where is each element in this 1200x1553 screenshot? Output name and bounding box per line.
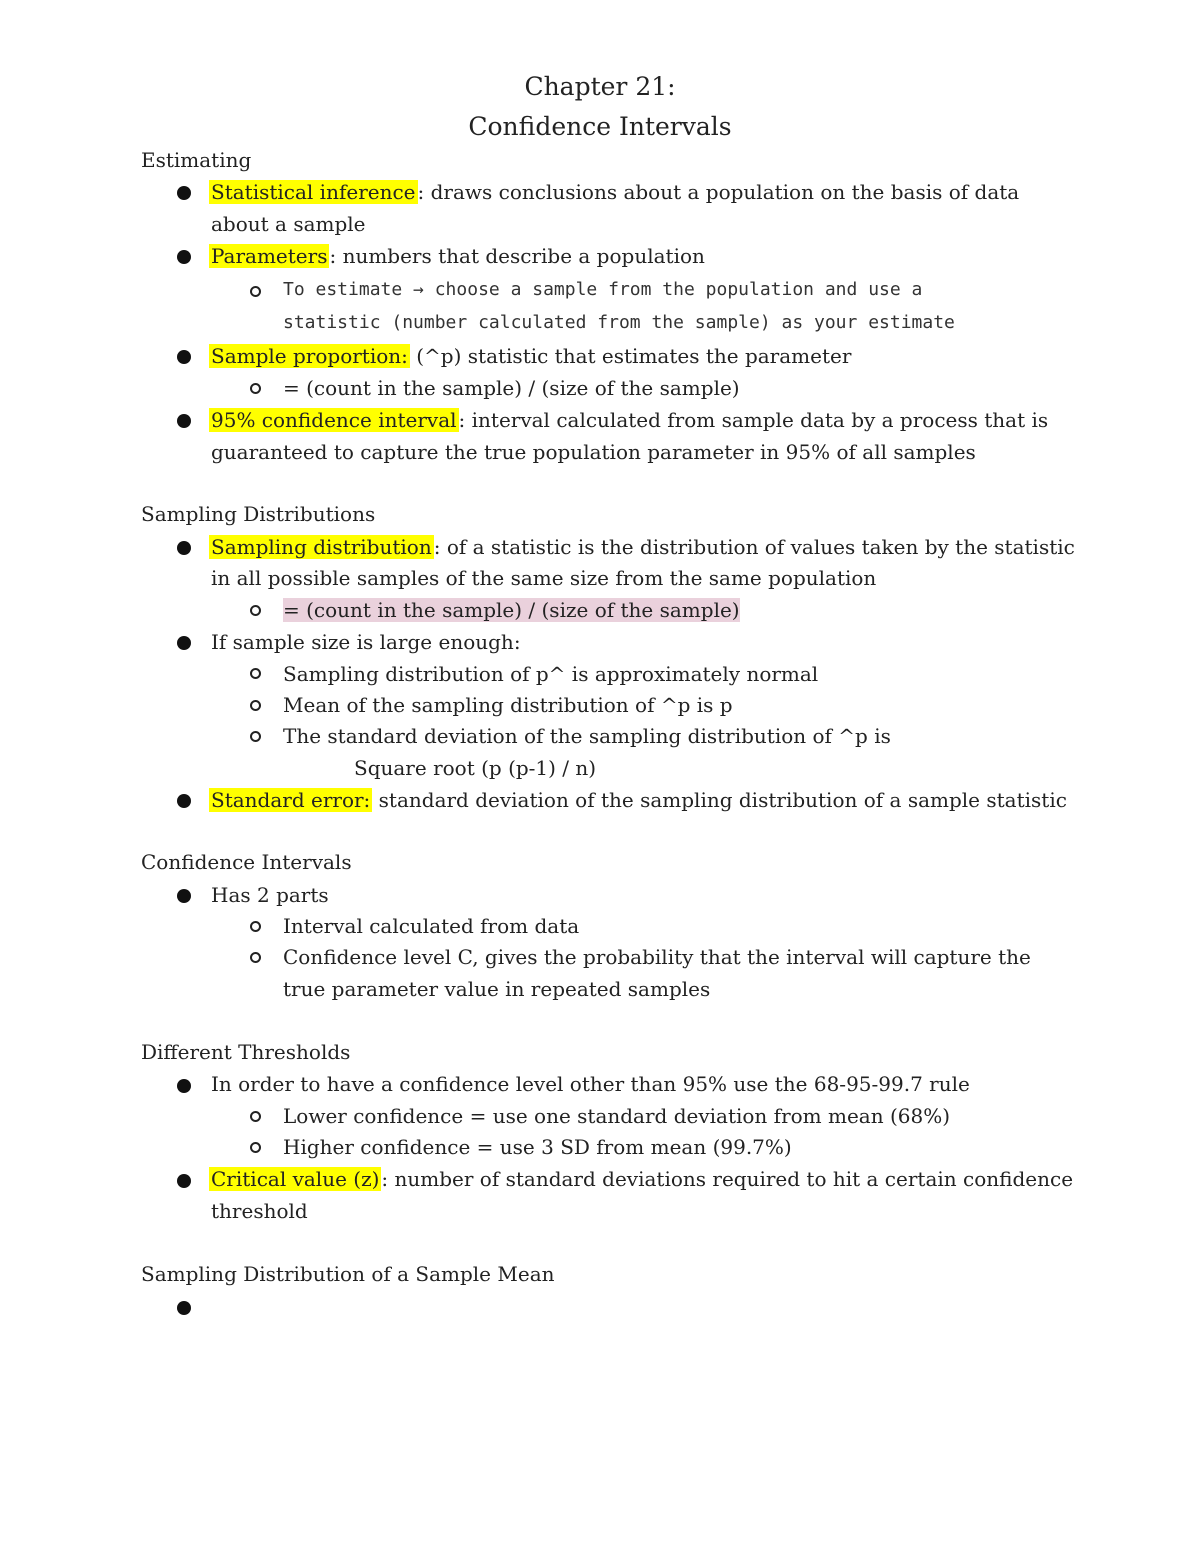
sub-list-item: To estimate → choose a sample from the population and use a xyxy=(283,279,923,300)
sub-bullet-icon xyxy=(250,605,261,616)
sub-bullet-icon xyxy=(250,383,261,394)
sub-list-item: = (count in the sample) / (size of the sample) xyxy=(283,376,740,400)
bullet-icon xyxy=(177,186,191,200)
definition-text: : numbers that describe a population xyxy=(329,244,705,268)
list-item: In order to have a confidence level other than 95% use the 68-95-99.7 rule xyxy=(211,1072,970,1096)
highlighted-term: Sample proportion: xyxy=(211,344,408,368)
sub-bullet-icon xyxy=(250,668,261,679)
highlighted-term: Parameters xyxy=(211,244,328,268)
list-item-continuation: in all possible samples of the same size from the same population xyxy=(211,566,877,590)
sub-bullet-icon xyxy=(250,731,261,742)
bullet-icon xyxy=(177,1301,191,1315)
section-heading-confidence-intervals: Confidence Intervals xyxy=(141,850,352,874)
list-item xyxy=(211,342,851,370)
sub-bullet-icon xyxy=(250,921,261,932)
list-item-continuation: guaranteed to capture the true population parameter in 95% of all samples xyxy=(211,440,976,464)
bullet-icon xyxy=(177,1079,191,1093)
sub-list-item xyxy=(283,596,740,624)
sub-list-item-continuation: statistic (number calculated from the sample) as your estimate xyxy=(283,312,955,333)
list-item xyxy=(211,178,1019,206)
sub-list-item: The standard deviation of the sampling distribution of ^p is xyxy=(283,724,891,748)
page-title-line2: Confidence Intervals xyxy=(468,112,732,141)
definition-text: : draws conclusions about a population on the basis of data xyxy=(417,180,1020,204)
highlighted-term: 95% confidence interval xyxy=(211,408,457,432)
definition-text: : number of standard deviations required to hit a certain confidence xyxy=(381,1167,1074,1191)
sub-list-item: Lower confidence = use one standard deviation from mean (68%) xyxy=(283,1104,951,1128)
highlighted-term: Sampling distribution xyxy=(211,535,432,559)
list-item xyxy=(211,242,705,270)
bullet-icon xyxy=(177,794,191,808)
formula-text: Square root (p (p-1) / n) xyxy=(354,756,597,780)
sub-list-item: Confidence level C, gives the probability that the interval will capture the xyxy=(283,945,1031,969)
list-item xyxy=(211,406,1048,434)
bullet-icon xyxy=(177,541,191,555)
sub-bullet-icon xyxy=(250,952,261,963)
section-heading-estimating: Estimating xyxy=(141,148,252,172)
sub-bullet-icon xyxy=(250,286,261,297)
sub-bullet-icon xyxy=(250,1142,261,1153)
list-item xyxy=(211,533,1075,561)
list-item xyxy=(211,1165,1073,1193)
highlighted-formula: = (count in the sample) / (size of the sample) xyxy=(283,598,740,622)
bullet-icon xyxy=(177,1174,191,1188)
bullet-icon xyxy=(177,350,191,364)
highlighted-term: Standard error: xyxy=(211,788,371,812)
sub-list-item: Interval calculated from data xyxy=(283,914,580,938)
bullet-icon xyxy=(177,889,191,903)
highlighted-term: Critical value (z) xyxy=(211,1167,380,1191)
sub-list-item: Higher confidence = use 3 SD from mean (99.7%) xyxy=(283,1135,792,1159)
highlighted-term: Statistical inference xyxy=(211,180,416,204)
list-item: If sample size is large enough: xyxy=(211,630,521,654)
section-heading-different-thresholds: Different Thresholds xyxy=(141,1040,351,1064)
sub-bullet-icon xyxy=(250,700,261,711)
section-heading-sample-mean: Sampling Distribution of a Sample Mean xyxy=(141,1262,555,1286)
list-item-continuation: threshold xyxy=(211,1199,308,1223)
sub-list-item: Sampling distribution of p^ is approximately normal xyxy=(283,662,819,686)
definition-text: standard deviation of the sampling distribution of a sample statistic xyxy=(372,788,1067,812)
definition-text: (^p) statistic that estimates the parameter xyxy=(409,344,852,368)
list-item: Has 2 parts xyxy=(211,883,329,907)
bullet-icon xyxy=(177,636,191,650)
definition-text: : of a statistic is the distribution of values taken by the statistic xyxy=(433,535,1075,559)
definition-text: : interval calculated from sample data by a process that is xyxy=(458,408,1049,432)
list-item-continuation: about a sample xyxy=(211,212,366,236)
sub-bullet-icon xyxy=(250,1111,261,1122)
sub-list-item: Mean of the sampling distribution of ^p is p xyxy=(283,693,733,717)
bullet-icon xyxy=(177,414,191,428)
bullet-icon xyxy=(177,250,191,264)
sub-list-item-continuation: true parameter value in repeated samples xyxy=(283,977,711,1001)
page-title-line1: Chapter 21: xyxy=(524,72,676,101)
list-item xyxy=(211,786,1067,814)
section-heading-sampling-distributions: Sampling Distributions xyxy=(141,502,376,526)
